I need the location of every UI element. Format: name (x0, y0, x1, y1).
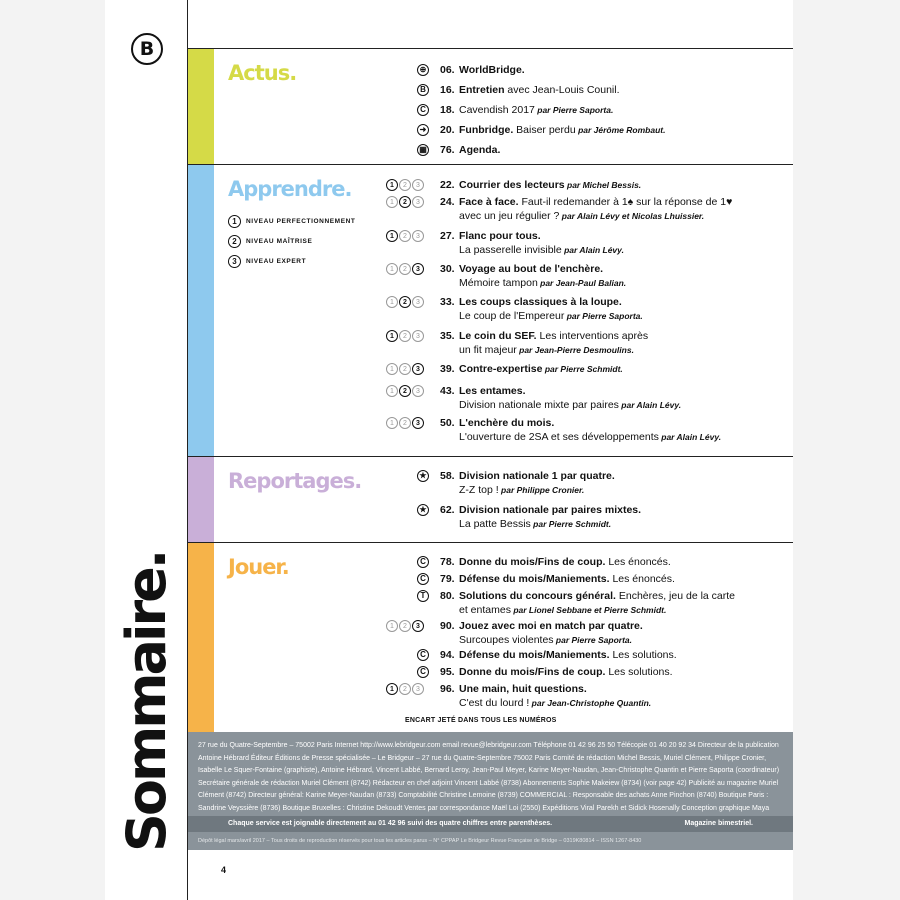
level-indicator (386, 179, 424, 191)
entry-title: Une main, huit questions. (459, 683, 587, 695)
entry-line (440, 329, 810, 343)
entry-line (440, 262, 810, 276)
entry-line (440, 143, 810, 157)
level-indicator (386, 683, 424, 695)
entry-title: Flanc pour tous. (459, 230, 541, 242)
entry-line (440, 483, 810, 497)
entry-subtitle: Z-Z top ! (459, 484, 499, 496)
entry-line (440, 633, 810, 647)
entry-text: Faut-il redemander à 1♠ sur la réponse de 1♥ (518, 196, 733, 208)
entry-line (440, 243, 810, 257)
toc-entry (440, 178, 810, 192)
level-label: NIVEAU MAÎTRISE (246, 237, 313, 245)
entry-author: par Pierre Schmidt. (542, 364, 623, 374)
level-legend-item (228, 251, 356, 271)
entry-title: Défense du mois/Maniements. (459, 649, 610, 661)
toc-entry (440, 143, 810, 157)
level-3-icon: 3 (412, 230, 424, 242)
entry-line (440, 123, 810, 137)
entry-line (440, 589, 810, 603)
entry-text: Les solutions. (609, 649, 677, 661)
entry-title: Solutions du concours général. (459, 590, 616, 602)
level-3-icon: 3 (412, 363, 424, 375)
level-1-icon: 1 (386, 263, 398, 275)
masthead-footer (188, 732, 793, 850)
entry-page: 79. (440, 573, 455, 585)
actus-title: Actus. (228, 61, 297, 85)
apprendre-color-bar (188, 165, 214, 456)
level-3-icon: 3 (228, 255, 241, 268)
level-legend (228, 211, 356, 271)
level-2-icon: 2 (399, 330, 411, 342)
level-2-icon: 2 (399, 417, 411, 429)
level-indicator (386, 263, 424, 275)
entry-subtitle: avec un jeu régulier ? (459, 210, 560, 222)
entry-subtitle: Surcoupes violentes (459, 634, 554, 646)
entry-line (440, 195, 810, 209)
entry-line (440, 665, 810, 679)
entry-page: 95. (440, 666, 455, 678)
entry-author: par Jean-Christophe Quantin. (529, 698, 652, 708)
reportages-color-bar (188, 457, 214, 542)
toc-entry (440, 83, 810, 97)
entry-title: Les entames. (459, 385, 526, 397)
entry-page: 06. (440, 64, 455, 76)
level-2-icon: 2 (399, 296, 411, 308)
entry-text: Les solutions. (605, 666, 673, 678)
entry-title: Donne du mois/Fins de coup. (459, 556, 606, 568)
entry-subtitle: La passerelle invisible (459, 244, 562, 256)
toc-entry (440, 503, 810, 531)
level-3-icon: 3 (412, 620, 424, 632)
level-label: NIVEAU PERFECTIONNEMENT (246, 217, 356, 225)
level-label: NIVEAU EXPERT (246, 257, 307, 265)
entry-text: avec Jean-Louis Counil. (504, 84, 620, 96)
entry-line (440, 619, 810, 633)
entry-subtitle: La patte Bessis (459, 518, 531, 530)
copyright-icon: C (417, 649, 429, 661)
level-legend-item (228, 211, 356, 231)
entry-subtitle: Division nationale mixte par paires (459, 399, 619, 411)
level-2-icon: 2 (399, 179, 411, 191)
entry-page: 80. (440, 590, 455, 602)
entry-author: par Michel Bessis. (564, 180, 642, 190)
entry-author: par Jérôme Rombaut. (575, 125, 666, 135)
level-legend-item (228, 231, 356, 251)
toc-entry (440, 229, 810, 257)
entry-line (440, 503, 810, 517)
entry-line (440, 295, 810, 309)
level-3-icon: 3 (412, 263, 424, 275)
entry-line (440, 384, 810, 398)
level-indicator (386, 196, 424, 208)
toc-entry (440, 416, 810, 444)
entry-subtitle: Mémoire tampon (459, 277, 538, 289)
entry-subtitle: Le coup de l'Empereur (459, 310, 565, 322)
reportages-title: Reportages. (228, 469, 362, 493)
entry-title: Division nationale par paires mixtes. (459, 504, 642, 516)
level-1-icon: 1 (386, 230, 398, 242)
arrow-circle-icon: ➜ (417, 124, 429, 136)
entry-page: 94. (440, 649, 455, 661)
entry-line (440, 209, 810, 223)
section-actus (188, 49, 793, 165)
level-2-icon: 2 (399, 263, 411, 275)
entry-line (440, 362, 810, 376)
entry-line (440, 555, 810, 569)
entry-author: par Pierre Schmidt. (530, 519, 612, 529)
level-indicator (386, 230, 424, 242)
entry-page: 62. (440, 504, 455, 516)
toc-entry (440, 648, 810, 662)
toc-entry (440, 384, 810, 412)
entry-author: par Alain Lévy. (658, 432, 722, 442)
level-1-icon: 1 (386, 179, 398, 191)
entry-title: Courrier des lecteurs (459, 179, 565, 191)
legal-notice: Dépôt légal mars/avril 2017 – Tous droits de reproduction réservés pour tous les articles parus – N° CPPAP Le Bridgeur Revue Française de Bridge – 0319K80814 – ISSN 1267-8430 (198, 838, 642, 844)
section-reportages (188, 457, 793, 543)
page-number: 4 (221, 865, 227, 875)
level-3-icon: 3 (412, 179, 424, 191)
entry-line (440, 648, 810, 662)
entry-text: Enchères, jeu de la carte (615, 590, 736, 602)
section-apprendre (188, 165, 793, 457)
toc-entry (440, 63, 810, 77)
level-3-icon: 3 (412, 330, 424, 342)
section-jouer (188, 543, 793, 732)
entry-line (440, 83, 810, 97)
entry-page: 43. (440, 385, 455, 397)
entry-line (440, 343, 810, 357)
toc-entry (440, 103, 810, 117)
entry-line (440, 178, 810, 192)
entry-title: WorldBridge. (459, 64, 525, 76)
level-2-icon: 2 (399, 196, 411, 208)
level-indicator (386, 417, 424, 429)
entry-page: 39. (440, 363, 455, 375)
toc-entry (440, 362, 810, 376)
entry-title: Défense du mois/Maniements. (459, 573, 610, 585)
toc-entry (440, 123, 810, 137)
level-1-icon: 1 (386, 417, 398, 429)
jouer-title: Jouer. (228, 555, 289, 579)
level-1-icon: 1 (386, 363, 398, 375)
entry-author: par Lionel Sebbane et Pierre Schmidt. (510, 605, 667, 615)
entry-page: 90. (440, 620, 455, 632)
entry-page: 58. (440, 470, 455, 482)
entry-line (440, 309, 810, 323)
entry-page: 78. (440, 556, 455, 568)
toc-entry (440, 262, 810, 290)
level-indicator (386, 620, 424, 632)
entry-author: par Pierre Saporta. (534, 105, 614, 115)
entry-line (440, 103, 810, 117)
entry-page: 30. (440, 263, 455, 275)
entry-title: Face à face. (459, 196, 519, 208)
entry-line (440, 572, 810, 586)
copyright-icon: C (417, 556, 429, 568)
entry-subtitle: C'est du lourd ! (459, 697, 530, 709)
toc-entry (440, 589, 810, 617)
level-2-icon: 2 (399, 363, 411, 375)
entry-title: Jouez avec moi en match par quatre. (459, 620, 643, 632)
entry-line (440, 416, 810, 430)
entry-line (440, 469, 810, 483)
toc-entry (440, 469, 810, 497)
entry-title: Contre-expertise (459, 363, 543, 375)
entry-page: 20. (440, 124, 455, 136)
toc-entry (440, 619, 810, 647)
entry-subtitle: L'ouverture de 2SA et ses développements (459, 431, 659, 443)
entry-author: par Pierre Saporta. (564, 311, 643, 321)
entry-author: par Alain Lévy. (561, 245, 624, 255)
level-1-icon: 1 (386, 683, 398, 695)
level-1-icon: 1 (386, 385, 398, 397)
star-icon: ★ (417, 470, 429, 482)
trophy-icon: T (417, 590, 429, 602)
entry-line (440, 603, 810, 617)
toc-entry (440, 295, 810, 323)
entry-line (440, 682, 810, 696)
entry-author: par Alain Lévy et Nicolas Lhuissier. (559, 211, 705, 221)
entry-text: Les énoncés. (605, 556, 671, 568)
jouer-color-bar (188, 543, 214, 732)
toc-entry (440, 682, 810, 710)
level-1-icon: 1 (386, 296, 398, 308)
entry-title: Funbridge. (459, 124, 514, 136)
entry-title: Voyage au bout de l'enchère. (459, 263, 604, 275)
level-2-icon: 2 (228, 235, 241, 248)
entry-title: Donne du mois/Fins de coup. (459, 666, 606, 678)
entry-author: par Philippe Cronier. (498, 485, 585, 495)
copyright-icon: C (417, 573, 429, 585)
bridgeur-logo (131, 33, 163, 65)
entry-title: Entretien (459, 84, 505, 96)
entry-text: Cavendish 2017 (459, 104, 535, 116)
masthead-text: 27 rue du Quatre-Septembre – 75002 Paris Internet http://www.lebridgeur.com email revue@lebridgeur.com Téléphone 01 42 96 25 50 Télécopie 01 40 20 92 34 Directeur de la publication Antoine Hébrard Éditeur Éditions de Presse spécialisée – Le Bridgeur – 27 rue du Quatre-Septembre 75002 Paris Comité de rédaction Michel Bessis, Muriel Clément, Philippe Cronier, Isabelle Le Squer-Fontaine (graphiste), Antoine Hébrard, Vincent Labbé, Bernard Leroy, Jean-Paul Meyer, Karine Meyer-Naudan, Jean-Christophe Quantin et Pierre Saporta (coordinateur) Secrétaire générale de rédaction Muriel Clément (8742) Rédacteur en chef adjoint Vincent Labbé (8738) Abonnements Sophie Makeiew (8734) (voir page 42) Publicité au magazine Muriel Clément (8742) Directeur général: Karine Meyer-Naudan (8733) Comptabilité Christine Lemoine (8739) COMMERCIAL : Responsable des achats Anne Pinchon (8740) Boutique Paris : Sandrine Veyssière (8736) Boutique Bruxelles : Christine Dekoudt Ventes par correspondance Maël Loi (2550) Expéditions Viral Parekh et Sidick Hosenally Conception graphique Maya (198, 742, 780, 812)
entry-page: 16. (440, 84, 455, 96)
level-3-icon: 3 (412, 417, 424, 429)
toc-entry (440, 329, 810, 357)
entry-text: Baiser perdu (513, 124, 576, 136)
toc-entry (440, 572, 810, 586)
level-2-icon: 2 (399, 620, 411, 632)
level-2-icon: 2 (399, 230, 411, 242)
globe-icon: ⊕ (417, 64, 429, 76)
level-1-icon: 1 (386, 196, 398, 208)
bridge-b-icon: B (417, 84, 429, 96)
entry-line (440, 696, 810, 710)
entry-page: 35. (440, 330, 455, 342)
page-title: Sommaire. (115, 551, 178, 852)
level-2-icon: 2 (399, 683, 411, 695)
level-indicator (386, 296, 424, 308)
contact-note: Chaque service est joignable directement au 01 42 96 suivi des quatre chiffres entre parenthèses. (228, 820, 553, 827)
toc-entry (440, 195, 810, 223)
entry-line (440, 398, 810, 412)
entry-line (440, 517, 810, 531)
level-3-icon: 3 (412, 296, 424, 308)
toc-entry (440, 555, 810, 569)
level-indicator (386, 363, 424, 375)
level-1-icon: 1 (386, 330, 398, 342)
copyright-icon: C (417, 104, 429, 116)
level-3-icon: 3 (412, 385, 424, 397)
contact-band (188, 816, 793, 832)
calendar-icon: ▦ (417, 144, 429, 156)
magazine-page (105, 0, 793, 900)
level-indicator (386, 330, 424, 342)
level-3-icon: 3 (412, 196, 424, 208)
entry-title: Division nationale 1 par quatre. (459, 470, 615, 482)
entry-title: L'enchère du mois. (459, 417, 555, 429)
entry-page: 27. (440, 230, 455, 242)
entry-author: par Jean-Pierre Desmoulins. (516, 345, 634, 355)
entry-author: par Jean-Paul Balian. (537, 278, 627, 288)
entry-page: 18. (440, 104, 455, 116)
copyright-icon: C (417, 666, 429, 678)
apprendre-title: Apprendre. (228, 177, 352, 201)
level-1-icon: 1 (386, 620, 398, 632)
periodicity: Magazine bimestriel. (684, 820, 753, 827)
entry-line (440, 276, 810, 290)
level-1-icon: 1 (228, 215, 241, 228)
logo-letter: B (139, 38, 155, 60)
entry-author: par Alain Lévy. (618, 400, 682, 410)
toc-entry (440, 665, 810, 679)
entry-page: 76. (440, 144, 455, 156)
entry-page: 50. (440, 417, 455, 429)
entry-title: Agenda. (459, 144, 501, 156)
star-icon: ★ (417, 504, 429, 516)
level-3-icon: 3 (412, 683, 424, 695)
entry-line (440, 63, 810, 77)
entry-subtitle: et entames (459, 604, 511, 616)
entry-title: Le coin du SEF. (459, 330, 537, 342)
entry-text: Les interventions après (536, 330, 649, 342)
encart-note: ENCART JETÉ DANS TOUS LES NUMÉROS (405, 717, 557, 724)
actus-color-bar (188, 49, 214, 164)
entry-page: 24. (440, 196, 455, 208)
entry-author: par Pierre Saporta. (553, 635, 632, 645)
entry-subtitle: un fit majeur (459, 344, 517, 356)
entry-page: 96. (440, 683, 455, 695)
entry-page: 22. (440, 179, 455, 191)
entry-text: Les énoncés. (609, 573, 675, 585)
level-2-icon: 2 (399, 385, 411, 397)
entry-title: Les coups classiques à la loupe. (459, 296, 622, 308)
level-indicator (386, 385, 424, 397)
entry-page: 33. (440, 296, 455, 308)
entry-line (440, 229, 810, 243)
entry-line (440, 430, 810, 444)
